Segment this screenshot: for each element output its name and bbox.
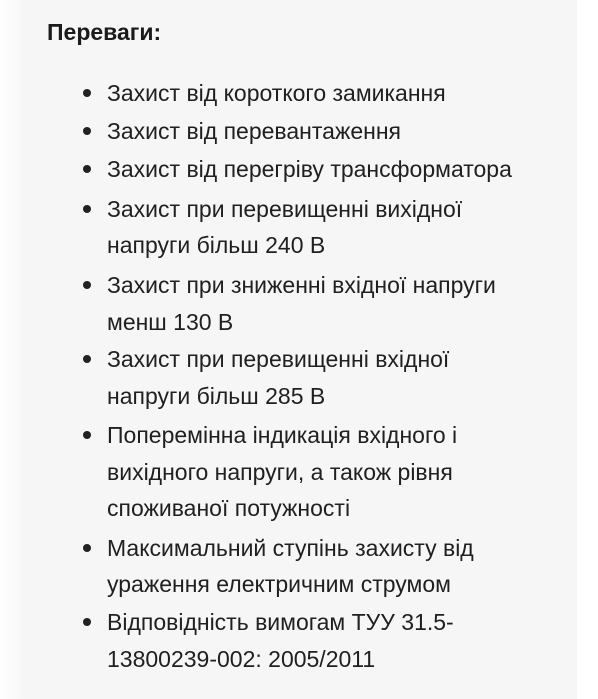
list-item-text: напруги більш 285 В — [107, 383, 326, 409]
bullet-icon — [83, 205, 91, 213]
list-item-text: Захист при перевищенні вхідної — [107, 346, 450, 372]
bullet-icon — [83, 355, 91, 363]
list-item-text: Відповідність вимогам ТУУ 31.5- — [107, 609, 454, 635]
list-item-text: напруги більш 240 В — [107, 232, 326, 258]
list-item-text: ураження електричним струмом — [107, 571, 451, 597]
section-heading: Переваги: — [47, 19, 162, 45]
list-item-text: Захист від перевантаження — [107, 118, 401, 144]
bullet-icon — [83, 127, 91, 135]
list-item-text: Захист при зниженні вхідної напруги — [107, 272, 496, 298]
list-item-text: Поперемінна індикація вхідного і — [107, 422, 458, 448]
list-item-text: Захист від короткого замикання — [107, 80, 446, 106]
page-margin-right — [577, 0, 598, 699]
bullet-icon — [83, 165, 91, 173]
list-item-text: Захист від перегріву трансформатора — [107, 156, 512, 182]
bullet-icon — [83, 544, 91, 552]
list-item-text: менш 130 В — [107, 309, 234, 335]
list-item-text: Максимальний ступінь захисту від — [107, 535, 474, 561]
list-item-text: вихідного напруги, а також рівня — [107, 459, 453, 485]
list-item-text: Захист при перевищенні вихідної — [107, 196, 463, 222]
bullet-icon — [83, 89, 91, 97]
bullet-icon — [83, 281, 91, 289]
list-item-text: 13800239-002: 2005/2011 — [107, 646, 376, 672]
list-item-text: споживаної потужності — [107, 495, 351, 521]
bullet-icon — [83, 618, 91, 626]
page-margin-left — [0, 0, 22, 699]
bullet-icon — [83, 431, 91, 439]
